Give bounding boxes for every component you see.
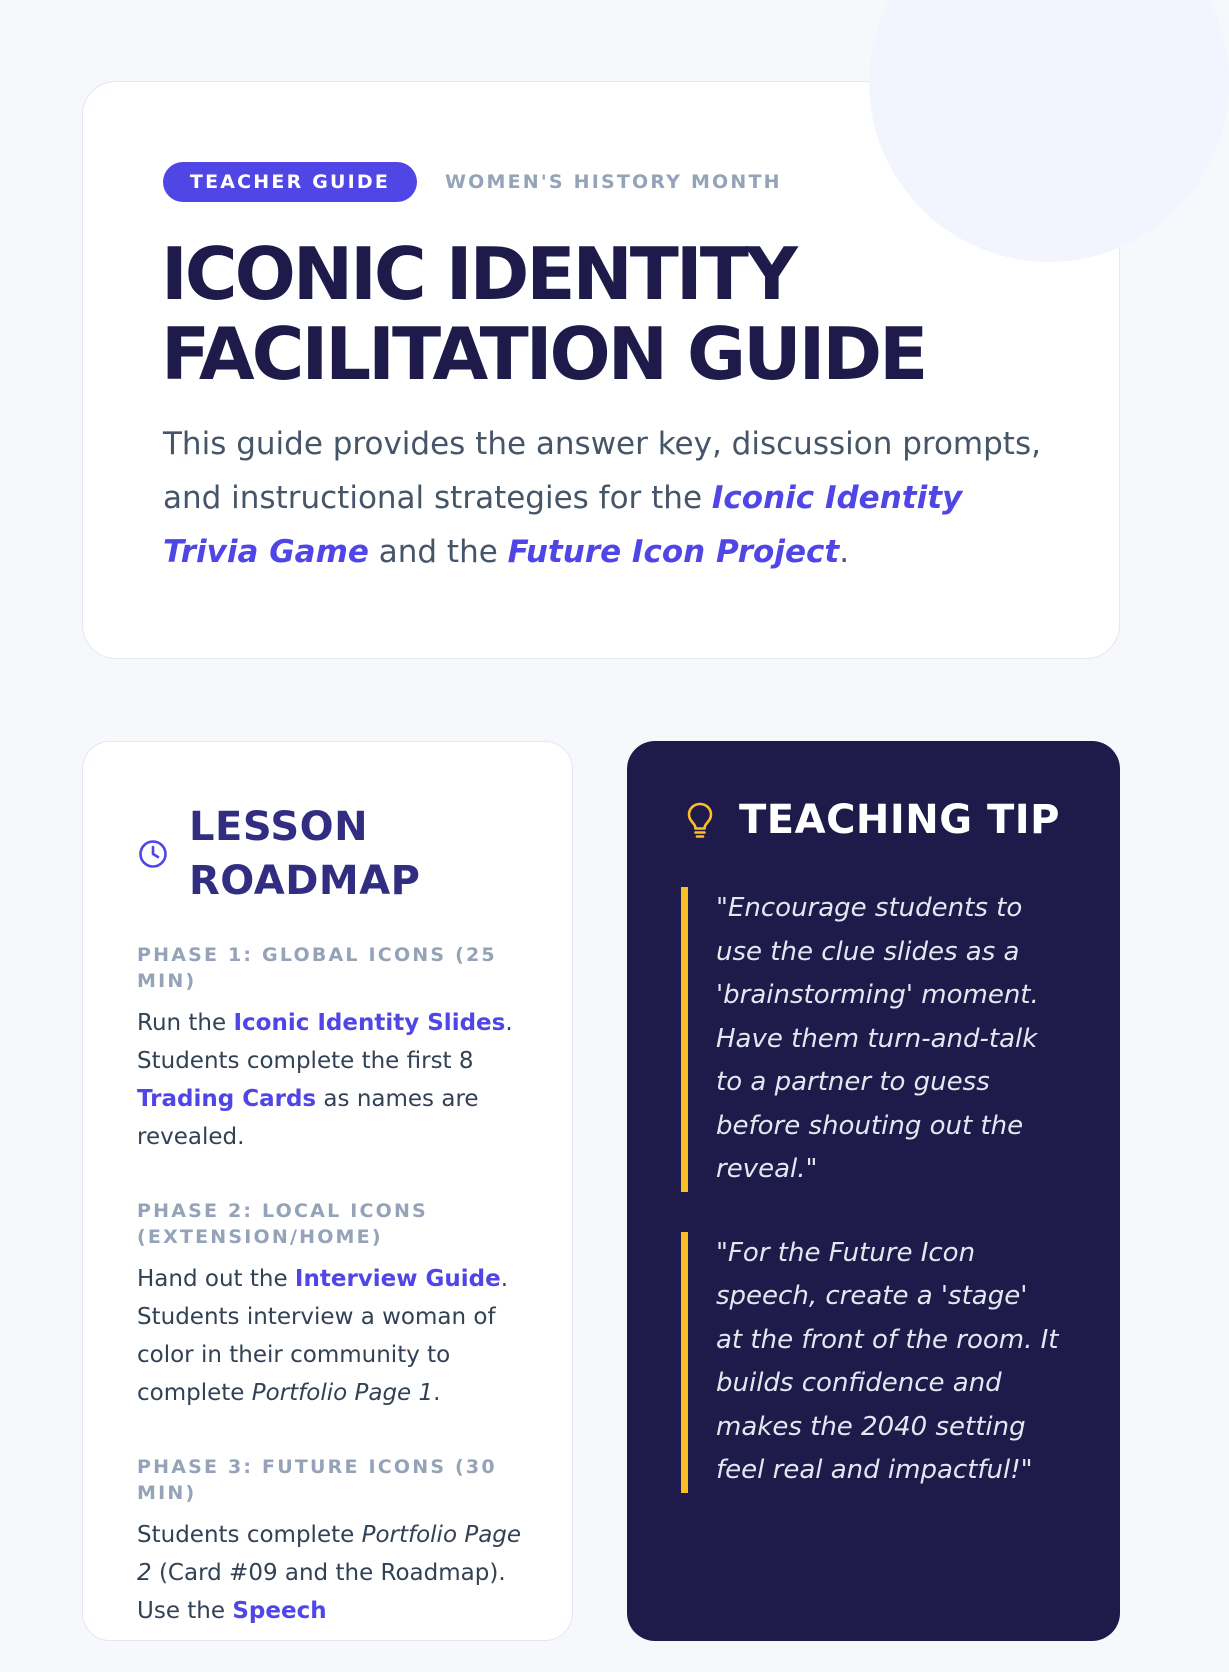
trading-cards-link[interactable]: Trading Cards — [137, 1086, 317, 1112]
tip-header — [685, 797, 1060, 843]
roadmap-header — [137, 800, 449, 908]
phase-1-text-1: Run the — [137, 1010, 234, 1036]
desc-text-2: and the — [368, 534, 508, 570]
phase-2-text-2: . Students interview a woman of color in their community to complete — [137, 1266, 509, 1406]
phase-1-label: PHASE 1: GLOBAL ICONS (25 MIN) — [137, 944, 497, 992]
lesson-roadmap-card — [82, 741, 573, 1641]
phase-2-text-3: . — [433, 1380, 441, 1406]
lightbulb-icon — [685, 801, 715, 839]
phase-1-text-2: . Students complete the first 8 — [137, 1010, 513, 1074]
phase-3-text — [137, 1516, 527, 1630]
clock-icon — [137, 838, 169, 870]
speech-link[interactable]: Speech — [232, 1598, 327, 1624]
trivia-game-link: Iconic Identity Trivia Game — [163, 480, 963, 570]
page-title — [161, 234, 1061, 394]
portfolio-page-2-ref: Portfolio Page 2 — [137, 1522, 522, 1586]
portfolio-page-1-ref: Portfolio Page 1 — [251, 1380, 434, 1406]
phase-item — [137, 942, 527, 1156]
tip-quote-1: "Encourage students to use the clue slides as a 'brainstorming' moment. Have them turn-and-talk to a partner to guess before shouting out the reveal." — [681, 887, 1061, 1192]
tip-quote-2: "For the Future Icon speech, create a 'stage' at the front of the room. It builds confidence and makes the 2040 setting feel real and impactful!" — [681, 1232, 1061, 1493]
phase-2-text-1: Hand out the — [137, 1266, 295, 1292]
tip-title: TEACHING TIP — [739, 797, 1060, 843]
decorative-circle — [869, 0, 1229, 262]
quote-list — [681, 887, 1061, 1533]
phase-3-text-1: Students complete — [137, 1522, 362, 1548]
desc-text-1: This guide provides the answer key, discussion prompts, and instructional strategies for the — [163, 426, 1041, 516]
teaching-tip-card — [627, 741, 1120, 1641]
page-title-line-2: FACILITATION GUIDE — [161, 312, 926, 396]
phase-item — [137, 1198, 527, 1412]
badge-row — [163, 162, 782, 202]
roadmap-title: LESSON ROADMAP — [189, 804, 421, 904]
interview-guide-link[interactable]: Interview Guide — [294, 1266, 501, 1292]
desc-text-3: . — [839, 534, 850, 570]
hero-card — [82, 81, 1120, 659]
phase-list — [137, 942, 527, 1672]
slides-link[interactable]: Iconic Identity Slides — [233, 1010, 506, 1036]
hero-description — [163, 417, 1043, 579]
phase-3-label: PHASE 3: FUTURE ICONS (30 MIN) — [137, 1456, 497, 1504]
page-title-line-1: ICONIC IDENTITY — [161, 232, 795, 316]
phase-2-label: PHASE 2: LOCAL ICONS (EXTENSION/HOME) — [137, 1200, 428, 1248]
future-icon-project-link: Future Icon Project — [507, 534, 840, 570]
eyebrow-label: WOMEN'S HISTORY MONTH — [445, 171, 782, 193]
phase-1-text-3: as names are revealed. — [137, 1086, 479, 1150]
phase-2-text — [137, 1260, 527, 1412]
phase-1-text — [137, 1004, 527, 1156]
phase-3-text-2: (Card #09 and the Roadmap). Use the — [137, 1560, 506, 1624]
phase-item — [137, 1454, 527, 1630]
teacher-guide-badge: TEACHER GUIDE — [163, 162, 417, 202]
